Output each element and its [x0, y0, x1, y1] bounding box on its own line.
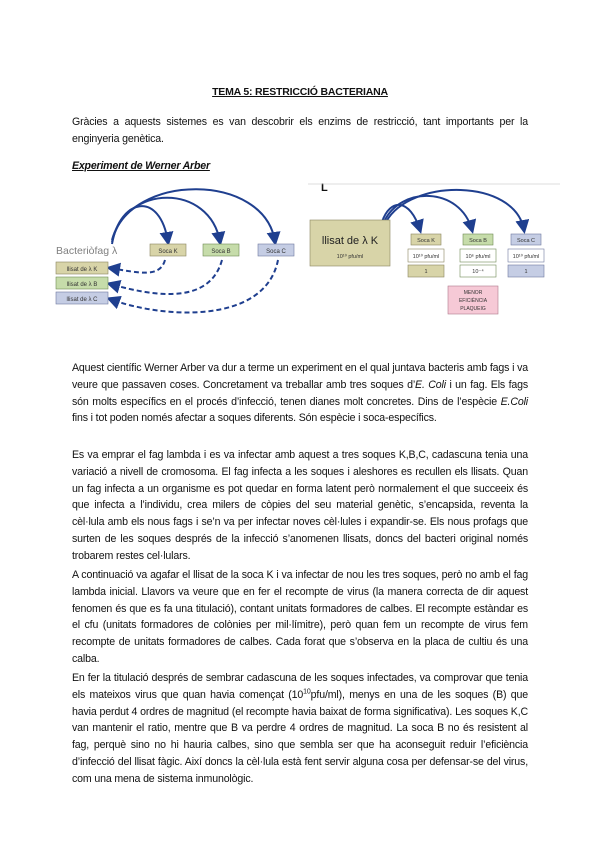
p1-text-c: fins i tot poden només afectar a soques diferents. Són espècie i soca-específics. [72, 412, 437, 425]
ratio-b: 10⁻⁴ [472, 269, 484, 275]
lysate-k-label: llisat de λ K [66, 267, 98, 273]
lysate-label: llisat de λ K [321, 235, 379, 247]
right-diagram [300, 178, 560, 328]
strain-b-label: Soca B [211, 249, 231, 255]
p1-species-1: E. Coli [415, 378, 446, 391]
paragraph-1 [72, 360, 528, 427]
efficiency-note-line1: MENOR [463, 290, 483, 296]
arrow-phage-to-c [112, 189, 275, 242]
page-title: TEMA 5: RESTRICCIÓ BACTERIANA [212, 86, 388, 98]
arrow-lysate-to-b [384, 196, 472, 230]
lysate-b-label: llisat de λ B [66, 282, 98, 288]
intro-paragraph: Gràcies a aquests sistemes es van descobrir els enzims de restricció, tant importants per la enginyeria genètica. [72, 116, 528, 145]
p4-superscript: 10 [303, 688, 311, 696]
phage-label: Bacteriòfag λ [56, 245, 118, 257]
strain-k-label: Soca K [158, 249, 178, 255]
titer-k: 10¹⁰ pfu/ml [412, 254, 440, 260]
strain-c-label: Soca C [516, 238, 536, 244]
arrow-k-to-lysate [110, 260, 165, 273]
ratio-k: 1 [424, 269, 428, 275]
efficiency-note-line2: EFICIÈNCIA [458, 298, 488, 304]
p1-species-2: E.Coli [500, 395, 528, 408]
p1-text-a: Aquest científic Werner Arber va dur a terme un experiment en el qual juntava bacteris amb fags i va veure que passaven coses. Concretament va treballar amb tres soques d’ [72, 362, 528, 391]
paragraph-3: A continuació va agafar el llisat de la soca K i va infectar de nou les tres soques, però no amb el fag lambda inicial. Llavors va veure que en fer el recompte de virus (la manera correcta de dir aquest fenomen és que es fa una titulació), contant unitats formadores de calbes. El recompte estàndar es el cfu (unitats formadores de colònies per mil·límitre), però quan fem un recompte de virus fem recompte de unitats formadores de calbes. Cada forat que s’observa en la placa de cultiu és una calba. [72, 569, 528, 665]
strain-c-label: Soca C [266, 249, 286, 255]
titer-c: 10¹⁰ pfu/ml [512, 254, 540, 260]
paragraph-4 [72, 670, 528, 788]
corner-mark: L [321, 182, 328, 194]
lysate-c-label: llisat de λ C [66, 297, 98, 303]
p4-text-b: pfu/ml), menys en una de les soques (B) que havia perdut 4 ordres de magnitud (el recompte havia baixat de forma significativa). Les soques K,C van mantenir el ratio, mentre que B va perdre 4 ordres de magnitud. La soca B no és resistent al fag, perquè sino no hi hauria calbes, sino que sembla ser que ha aconseguit reduir l’eficiència d’infecció del llisat fàgic. Així doncs la cèl·lula està fent servir alguna cosa per defensar-se del virus, com una mena de sistema inmunològic. [72, 688, 528, 785]
paragraph-2: Es va emprar el fag lambda i es va infectar amb aquest a tres soques K,B,C, cadascuna tenia una variació a nivell de cromosoma. El fag infecta a les soques i aleshores es recullen els llisats. Quan un fag infecta a un organisme es pot quedar en forma latent però normalement el que succeeix és que infecta a l’individu, crea milers de còpies del seu material genètic, s’encapsida, reventa la cèl·lula amb els nous fags i se’n va per infectar noves cèl·lules i expandir-se. Els nous profags que surten de les soques després de la infecció s’anomenen llisats, doncs del bacteri original només trobarem restes cel·lulars. [72, 449, 528, 562]
arrow-lysate-to-c [386, 190, 524, 230]
p1-text-b: i un fag. Els fags són molts específics en el procés d’infecció, tenen dianes molt concretes. Dins de l’espècie [72, 378, 528, 408]
titer-b: 10⁶ pfu/ml [465, 254, 491, 260]
section-heading: Experiment de Werner Arber [72, 160, 210, 172]
strain-k-label: Soca K [417, 238, 435, 244]
arrow-phage-to-k [112, 206, 168, 244]
left-diagram [50, 178, 320, 328]
efficiency-note-line3: PLAQUEIG [460, 306, 486, 312]
arrow-b-to-lysate [110, 260, 222, 294]
arrow-c-to-lysate [110, 260, 278, 312]
strain-b-label: Soca B [469, 238, 487, 244]
p4-text-a: En fer la titulació després de sembrar cadascuna de les soques infectades, va comprovar que tenia els mateixos virus que quan havia començat (10 [72, 672, 528, 701]
ratio-c: 1 [524, 269, 528, 275]
lysate-titer: 10¹⁰ pfu/ml [336, 254, 364, 260]
